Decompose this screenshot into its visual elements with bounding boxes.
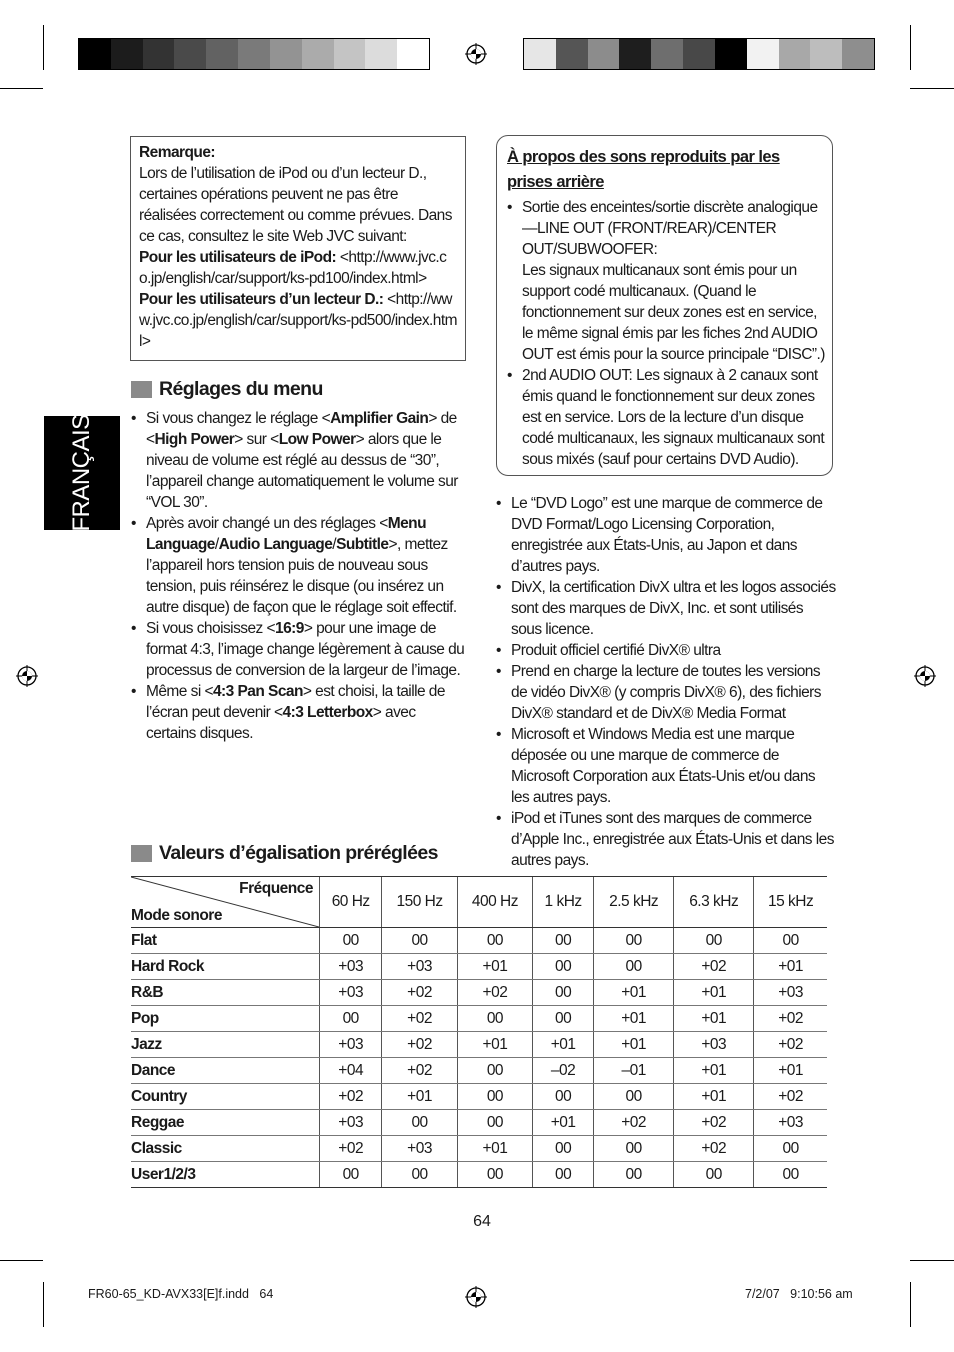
eq-value-cell: +04: [320, 1058, 382, 1084]
sound-mode-name: User1/2/3: [131, 1162, 320, 1188]
registration-mark-icon: [914, 665, 936, 687]
eq-value-cell: 00: [533, 1136, 594, 1162]
crop-mark: [910, 25, 911, 70]
frequency-label: Fréquence: [239, 880, 313, 897]
eq-value-cell: +03: [320, 980, 382, 1006]
eq-value-cell: –01: [594, 1058, 674, 1084]
crop-mark: [43, 25, 44, 70]
eq-value-cell: +01: [674, 980, 754, 1006]
trademark-item: • DivX, la certification DivX ultra et les logos associés sont des marques de DivX, Inc. et sont utilisés sous licence.: [496, 577, 836, 640]
color-swatch: [651, 39, 683, 69]
eq-value-cell: +03: [320, 1032, 382, 1058]
setting-name: Menu Language: [146, 515, 426, 553]
color-calibration-bar-right: [523, 38, 875, 70]
eq-value-cell: +03: [382, 1136, 457, 1162]
table-row: [131, 1162, 827, 1188]
color-swatch: [238, 39, 270, 69]
color-swatch: [842, 39, 874, 69]
eq-value-cell: +02: [754, 1032, 827, 1058]
eq-value-cell: 00: [382, 928, 457, 954]
eq-value-cell: +03: [754, 980, 827, 1006]
eq-value-cell: +02: [320, 1084, 382, 1110]
table-row: [131, 1032, 827, 1058]
frequency-header: 2.5 kHz: [594, 877, 674, 928]
crop-mark: [910, 1260, 954, 1261]
eq-value-cell: +02: [754, 1006, 827, 1032]
table-row: [131, 1006, 827, 1032]
setting-name: 4:3 Letterbox: [282, 704, 373, 721]
color-swatch: [524, 39, 556, 69]
eq-value-cell: 00: [457, 1006, 532, 1032]
eq-value-cell: +02: [754, 1084, 827, 1110]
eq-value-cell: 00: [533, 1084, 594, 1110]
setting-name: 4:3 Pan Scan: [212, 683, 303, 700]
sound-mode-name: Dance: [131, 1058, 320, 1084]
eq-value-cell: +02: [382, 980, 457, 1006]
color-swatch: [270, 39, 302, 69]
eq-value-cell: +02: [382, 1058, 457, 1084]
remark-box: [130, 136, 466, 361]
eq-value-cell: 00: [533, 980, 594, 1006]
menu-settings-item: • Si vous choisissez <16:9> pour une image de format 4:3, l’image change légèrement à cause du processus de conversion de la largeur de l’image.: [131, 618, 467, 681]
d-player-users-label: Pour les utilisateurs d’un lecteur D.:: [139, 291, 384, 308]
table-row: [131, 954, 827, 980]
eq-value-cell: 00: [320, 1006, 382, 1032]
trademark-item: • Microsoft et Windows Media est une marque déposée ou une marque de commerce de Microsoft Corporation aux États-Unis et/ou dans les autres pays.: [496, 724, 836, 808]
menu-settings-heading: [131, 378, 323, 401]
eq-value-cell: +01: [674, 1084, 754, 1110]
color-swatch: [79, 39, 111, 69]
trademark-item: • Le “DVD Logo” est une marque de commerce de DVD Format/Logo Licensing Corporation, enregistrée aux États-Unis, au Japon et dans d’autres pays.: [496, 493, 836, 577]
crop-mark: [0, 88, 43, 89]
eq-value-cell: 00: [594, 1136, 674, 1162]
rear-output-list: [507, 197, 825, 470]
registration-mark-icon: [465, 1286, 487, 1308]
trademark-item: • iPod et iTunes sont des marques de commerce d’Apple Inc., enregistrée aux États-Unis et dans les autres pays.: [496, 808, 836, 871]
eq-value-cell: +01: [674, 1006, 754, 1032]
menu-settings-item: • Après avoir changé un des réglages <Menu Language/Audio Language/Subtitle>, mettez l’appareil hors tension puis de nouveau sous tension, puis réinsérez le disque (ou insérez un autre disque) de façon que le réglage soit effectif.: [131, 513, 467, 618]
table-row: [131, 928, 827, 954]
eq-value-cell: 00: [594, 1162, 674, 1188]
footer-timestamp: 7/2/07 9:10:56 am: [745, 1287, 853, 1301]
eq-value-cell: 00: [594, 1084, 674, 1110]
eq-corner-cell: [131, 877, 320, 928]
eq-value-cell: +02: [674, 954, 754, 980]
eq-value-cell: 00: [382, 1162, 457, 1188]
trademark-item: • Produit officiel certifié DivX® ultra: [496, 640, 836, 661]
remark-body: Lors de l’utilisation de iPod ou d’un lecteur D., certaines opérations peuvent ne pas être réalisées correctement ou comme prévues. Dans ce cas, consultez le site Web JVC suivant:: [139, 165, 452, 245]
eq-value-cell: +02: [674, 1136, 754, 1162]
eq-value-cell: +03: [754, 1110, 827, 1136]
d-player-support-url: <http://www.jvc.co.jp/english/car/support/ks-pd500/index.html>: [139, 291, 457, 350]
color-swatch: [779, 39, 811, 69]
color-swatch: [556, 39, 588, 69]
color-swatch: [619, 39, 651, 69]
crop-mark: [0, 1260, 43, 1261]
sound-mode-name: Jazz: [131, 1032, 320, 1058]
color-swatch: [143, 39, 175, 69]
frequency-header: 60 Hz: [320, 877, 382, 928]
frequency-header: 6.3 kHz: [674, 877, 754, 928]
color-swatch: [397, 39, 429, 69]
menu-settings-list: [131, 408, 467, 744]
eq-value-cell: +02: [382, 1006, 457, 1032]
sound-mode-name: R&B: [131, 980, 320, 1006]
color-swatch: [588, 39, 620, 69]
eq-value-cell: +01: [457, 1136, 532, 1162]
eq-value-cell: 00: [533, 954, 594, 980]
table-row: [131, 1136, 827, 1162]
eq-value-cell: 00: [594, 928, 674, 954]
eq-value-cell: +01: [594, 980, 674, 1006]
sound-mode-name: Country: [131, 1084, 320, 1110]
eq-value-cell: –02: [533, 1058, 594, 1084]
language-label: FRANÇAIS: [68, 414, 95, 532]
sound-mode-name: Reggae: [131, 1110, 320, 1136]
crop-mark: [910, 88, 954, 89]
eq-presets-title: Valeurs d’égalisation préréglées: [159, 842, 438, 864]
frequency-header: 150 Hz: [382, 877, 457, 928]
sound-mode-name: Hard Rock: [131, 954, 320, 980]
crop-mark: [910, 1282, 911, 1327]
section-square-icon: [131, 381, 152, 398]
eq-value-cell: 00: [533, 1162, 594, 1188]
sound-mode-label: Mode sonore: [131, 907, 222, 924]
language-side-tab: [44, 416, 120, 530]
eq-value-cell: +02: [382, 1032, 457, 1058]
eq-value-cell: +01: [457, 954, 532, 980]
eq-value-cell: +03: [674, 1032, 754, 1058]
trademark-list: [496, 493, 836, 871]
eq-value-cell: 00: [754, 1136, 827, 1162]
section-square-icon: [131, 845, 152, 862]
eq-value-cell: 00: [457, 1110, 532, 1136]
eq-value-cell: +01: [594, 1006, 674, 1032]
eq-value-cell: 00: [457, 1084, 532, 1110]
eq-value-cell: +01: [533, 1032, 594, 1058]
eq-value-cell: 00: [457, 1162, 532, 1188]
eq-value-cell: 00: [533, 928, 594, 954]
eq-value-cell: 00: [674, 1162, 754, 1188]
eq-value-cell: 00: [674, 928, 754, 954]
setting-name: Subtitle: [336, 536, 389, 553]
footer-file-name: FR60-65_KD-AVX33[E]f.indd 64: [88, 1287, 274, 1301]
eq-value-cell: 00: [457, 1058, 532, 1084]
eq-header-row: [131, 877, 827, 928]
frequency-header: 15 kHz: [754, 877, 827, 928]
rear-output-item: • 2nd AUDIO OUT: Les signaux à 2 canaux sont émis quand le fonctionnement sur deux zones est en service. Lors de la lecture d’un disque codé multicanaux, les signaux multicanaux sont sous mixés (sauf pour certains DVD Audio).: [507, 365, 825, 470]
table-row: [131, 980, 827, 1006]
setting-name: 16:9: [275, 620, 304, 637]
sound-mode-name: Flat: [131, 928, 320, 954]
eq-value-cell: +02: [674, 1110, 754, 1136]
trademark-item: • Prend en charge la lecture de toutes les versions de vidéo DivX® (y compris DivX® 6), des fichiers DivX® standard et de DivX® Media Format: [496, 661, 836, 724]
eq-value-cell: +01: [754, 1058, 827, 1084]
eq-value-cell: 00: [320, 1162, 382, 1188]
registration-mark-icon: [465, 43, 487, 65]
setting-name: Audio Language: [218, 536, 333, 553]
page-number: 64: [473, 1213, 491, 1230]
eq-value-cell: +01: [533, 1110, 594, 1136]
eq-value-cell: +02: [457, 980, 532, 1006]
color-swatch: [174, 39, 206, 69]
menu-settings-title: Réglages du menu: [159, 378, 323, 400]
eq-value-cell: +02: [594, 1110, 674, 1136]
eq-value-cell: +03: [320, 1110, 382, 1136]
eq-value-cell: 00: [382, 1110, 457, 1136]
eq-value-cell: +01: [594, 1032, 674, 1058]
eq-value-cell: 00: [457, 928, 532, 954]
eq-value-cell: +03: [382, 954, 457, 980]
color-swatch: [715, 39, 747, 69]
eq-value-cell: +02: [320, 1136, 382, 1162]
remark-title: Remarque:: [139, 144, 216, 161]
color-swatch: [683, 39, 715, 69]
eq-value-cell: 00: [754, 1162, 827, 1188]
eq-value-cell: +01: [457, 1032, 532, 1058]
registration-mark-icon: [16, 665, 38, 687]
menu-settings-item: • Même si <4:3 Pan Scan> est choisi, la taille de l’écran peut devenir <4:3 Letterbox> avec certains disques.: [131, 681, 467, 744]
eq-value-cell: 00: [533, 1006, 594, 1032]
eq-value-cell: +01: [754, 954, 827, 980]
eq-value-cell: +03: [320, 954, 382, 980]
table-row: [131, 1110, 827, 1136]
frequency-header: 400 Hz: [457, 877, 532, 928]
color-swatch: [334, 39, 366, 69]
frequency-header: 1 kHz: [533, 877, 594, 928]
setting-name: Low Power: [278, 431, 356, 448]
color-swatch: [810, 39, 842, 69]
sound-mode-name: Pop: [131, 1006, 320, 1032]
sound-mode-name: Classic: [131, 1136, 320, 1162]
table-row: [131, 1084, 827, 1110]
setting-name: Amplifier Gain: [330, 410, 429, 427]
eq-preset-table: [131, 876, 827, 1188]
eq-value-cell: +01: [674, 1058, 754, 1084]
ipod-users-label: Pour les utilisateurs de iPod:: [139, 249, 337, 266]
color-swatch: [206, 39, 238, 69]
color-swatch: [302, 39, 334, 69]
color-swatch: [111, 39, 143, 69]
eq-presets-heading: [131, 842, 438, 865]
crop-mark: [43, 1282, 44, 1327]
color-calibration-bar-left: [78, 38, 430, 70]
eq-value-cell: 00: [594, 954, 674, 980]
color-swatch: [747, 39, 779, 69]
rear-output-item: • Sortie des enceintes/sortie discrète analogique—LINE OUT (FRONT/REAR)/CENTER OUT/SUBWOOFER: Les signaux multicanaux sont émis pour un support codé multicanaux. (Quand le fonctionnement sur deux zones est en service, le même signal émis par les fiches 2nd AUDIO OUT est émis pour la source principale “DISC”.): [507, 197, 825, 365]
rear-output-info-title: À propos des sons reproduits par les prises arrière: [507, 148, 780, 191]
menu-settings-item: • Si vous changez le réglage <Amplifier Gain> de <High Power> sur <Low Power> alors que le niveau de volume est réglé au dessus de “30”, l’appareil change automatiquement le volume sur “VOL 30”.: [131, 408, 467, 513]
setting-name: High Power: [154, 431, 235, 448]
color-swatch: [365, 39, 397, 69]
eq-value-cell: 00: [320, 928, 382, 954]
table-row: [131, 1058, 827, 1084]
ipod-support-url: <http://www.jvc.co.jp/english/car/support/ks-pd100/index.html>: [139, 249, 447, 287]
eq-value-cell: +01: [382, 1084, 457, 1110]
rear-output-info-content: [507, 145, 825, 470]
eq-value-cell: 00: [754, 928, 827, 954]
